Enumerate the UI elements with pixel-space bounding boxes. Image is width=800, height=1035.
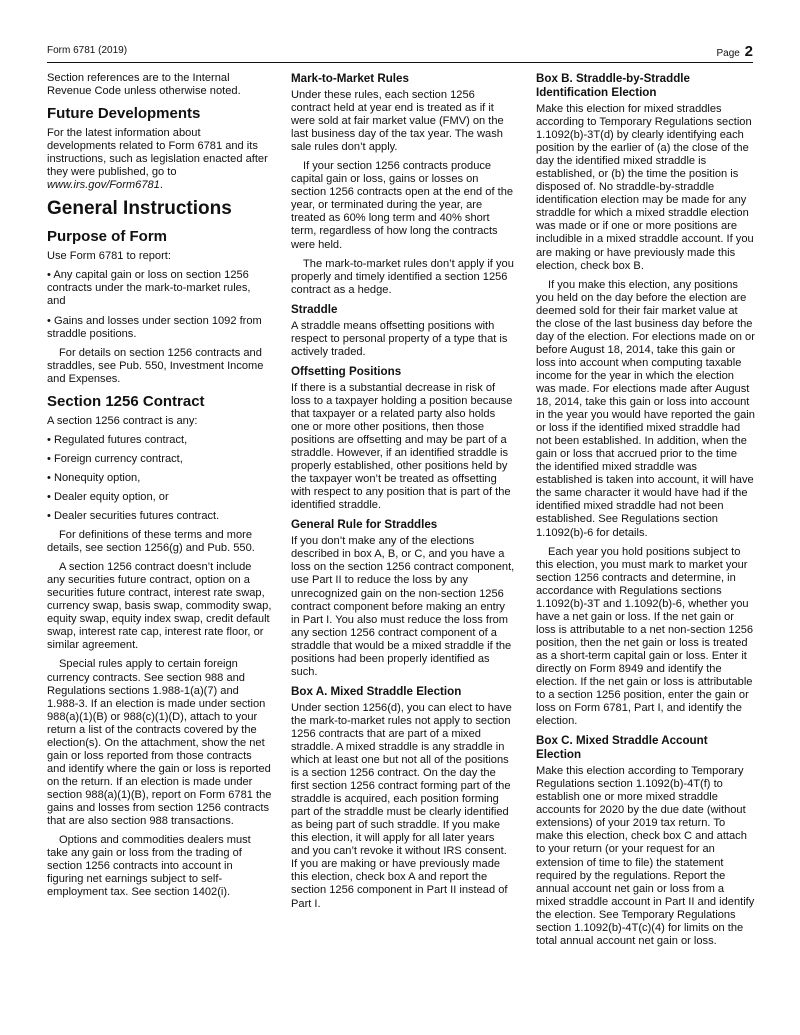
heading-box-b: Box B. Straddle-by-Straddle Identification Election	[536, 72, 690, 99]
heading-box-a: Box A. Mixed Straddle Election	[291, 684, 462, 698]
heading-general-rule: General Rule for Straddles	[291, 518, 438, 532]
heading-offsetting-positions: Offsetting Positions	[291, 364, 402, 378]
heading-section-1256-contract: Section 1256 Contract	[47, 392, 205, 410]
box-a-text: Under section 1256(d), you can elect to have the mark-to-market rules not apply to section 1256 contracts that are part of a mixed straddle. A mixed straddle is any straddle in which at least one but not all of the positions is a section 1256 contract. On the day the first section 1256 contract forming part of the straddle is acquired, each position forming part of the straddle must be clearly identified as being part of such straddle. If you make this election, it will apply for all later years and you can’t revoke it without IRS consent. If you are making or have previously made this election, check box A and report the section 1256 component in Part II instead of Part I.	[291, 701, 512, 910]
heading-mark-to-market: Mark-to-Market Rules	[291, 72, 409, 85]
definitions-text: For definitions of these terms and more details, see section 1256(g) and Pub. 550.	[47, 529, 255, 555]
column-1	[47, 72, 272, 905]
section-references-note: Section references are to the Internal Revenue Code unless otherwise noted.	[47, 72, 241, 98]
offsetting-text: If there is a substantial decrease in risk of loss to a taxpayer holding a position because that taxpayer or a related party also holds one or more other positions, then those positions are offsetting and may be part of a straddle. However, if an identified straddle is properly established, other positions held by the taxpayer won’t be treated as offsetting with respect to any position that is part of the identified straddle.	[291, 381, 513, 512]
heading-future-developments: Future Developments	[47, 105, 201, 123]
bullet-regulated-futures: • Regulated futures contract,	[47, 433, 188, 446]
sixty-forty-text: If your section 1256 contracts produce capital gain or loss, gains or losses on section 1256 contracts open at the end of the year, or terminated during the year, are treated as 60% long term and 40% short term, regardless of how long the contracts were held.	[291, 160, 514, 251]
mark-to-market-text: Under these rules, each section 1256 contract held at year end is treated as if it were sold at fair market value (FMV) on the last business day of the tax year. The wash sale rules don’t apply.	[291, 89, 504, 154]
bullet-nonequity-option: • Nonequity option,	[47, 471, 141, 484]
heading-general-instructions: General Instructions	[47, 198, 232, 220]
page-indicator	[717, 43, 753, 60]
bullet-foreign-currency: • Foreign currency contract,	[47, 452, 183, 465]
section-1256-intro: A section 1256 contract is any:	[47, 414, 198, 427]
straddle-text: A straddle means offsetting positions with respect to personal property of a type that is actively traded.	[291, 319, 508, 358]
page-label: Page	[716, 48, 740, 59]
exclusions-text: A section 1256 contract doesn’t include any securities future contract, option on a securities future contract, interest rate swap, currency swap, basis swap, commodity swap, equity swap, equity index swap, credit default swap, interest rate cap, interest rate floor, or similar agreement.	[47, 561, 272, 652]
bullet-dealer-securities: • Dealer securities futures contract.	[47, 509, 220, 522]
box-b-text: Make this election for mixed straddles according to Temporary Regulations section 1.1092(b)-3T(d) by clearly identifying each position by the earlier of (a) the close of the day the identified mixed straddle is established, or (b) the time the position is disposed of. No straddle-by-straddle identification election may be made for any straddle for which a mixed straddle election was made or if one or more positions are includible in a mixed straddle account. If you are making or have previously made this election, check box B.	[536, 103, 754, 272]
heading-purpose-of-form: Purpose of Form	[47, 228, 168, 246]
box-c-text: Make this election according to Temporary Regulations section 1.1092(b)-4T(f) to establish one or more mixed straddle accounts for 2020 by the due date (without extensions) of your 2019 tax return. To make this election, check box C and attach to your return (or your request for an extension of time to file) the statement required by the regulations. Report the annual account net gain or loss from a mixed straddle account in Part II and identify the election. See Temporary Regulations section 1.1092(b)-4T(c)(4) for limits on the total annual account net gain or loss.	[536, 765, 755, 947]
column-3	[536, 72, 755, 954]
details-pub-550: For details on section 1256 contracts and straddles, see Pub. 550, Investment Income and Expenses.	[47, 346, 264, 385]
header-divider	[47, 62, 753, 63]
bullet-straddle-gains: • Gains and losses under section 1092 from straddle positions.	[47, 314, 262, 340]
foreign-currency-rules: Special rules apply to certain foreign currency contracts. See section 988 and Regulations sections 1.988-1(a)(7) and 1.988-3. If an election is made under section 988(a)(1)(B) or 988(c)(1)(D), attach to your return a list of the contracts covered by the election(s). On the attachment, show the net gain or loss reported from those contracts and identify where the gain or loss is reported on the return. If an election is made under section 988(a)(1)(B), report on Form 6781 the gains and losses from section 1256 contracts that are also section 988 transactions.	[47, 658, 272, 828]
each-year-text: Each year you hold positions subject to this election, you must mark to market your section 1256 contracts and determine, in accordance with Regulations sections 1.1092(b)-3T and 1.1092(b)-6, whether you have a net gain or loss. If the net gain or loss is attributable to a net non-section 1256 position, then the net gain or loss is treated as a short-term capital gain or loss. Enter it directly on Form 8949 and identify the election. If the net gain or loss is attributable to a section 1256 position, enter the gain or loss on Form 6781, Part I, and identify the election.	[536, 545, 754, 728]
general-rule-text: If you don’t make any of the elections described in box A, B, or C, and you have a loss on the section 1256 contract component, use Part II to reduce the loss by any unrecognized gain on the non-section 1256 contract component before making an entry in Part I. You also must reduce the loss from any section 1256 contract component of a straddle that would be a mixed straddle if the positions had been properly identified as such.	[291, 535, 515, 678]
future-developments-text: For the latest information about developments related to Form 6781 and its instructions, such as legislation enacted after they were published, go to www.irs.gov/Form6781.	[47, 127, 268, 192]
form-label: Form 6781 (2019)	[47, 45, 128, 56]
bullet-capital-gain: • Any capital gain or loss on section 1256 contracts under the mark-to-market rules, and	[47, 269, 251, 308]
dealers-text: Options and commodities dealers must take any gain or loss from the trading of section 1256 contracts into account in figuring net earnings subject to self-employment tax. See section 1402(i).	[47, 834, 251, 899]
heading-straddle: Straddle	[291, 302, 338, 316]
election-deemed-sold-text: If you make this election, any positions you held on the day before the election are deemed sold for their fair market value at the close of the last business day before the day of the election. For elections made on or before August 18, 2014, take this gain or loss into account when computing taxable income for the year in which the election was made. For elections made after August 18, 2014, take this gain or loss into account in the year you would have reported the gain or loss if the identified mixed straddle had not been established. In addition, when the gain or loss that accrued prior to the time the identified mixed straddle was established is taken into account, it will have the same character it would have had if the identified mixed straddle had not been established. See Regulations section 1.1092(b)-6 for details.	[536, 278, 755, 539]
use-form-text: Use Form 6781 to report:	[47, 250, 171, 263]
bullet-dealer-equity: • Dealer equity option, or	[47, 490, 169, 503]
hedge-text: The mark-to-market rules don’t apply if you properly and timely identified a section 1256 contract as a hedge.	[291, 257, 514, 296]
column-2	[291, 72, 516, 917]
heading-box-c: Box C. Mixed Straddle Account Election	[536, 734, 708, 762]
irs-form-url: www.irs.gov/Form6781	[47, 179, 160, 192]
page-number: 2	[744, 43, 753, 60]
